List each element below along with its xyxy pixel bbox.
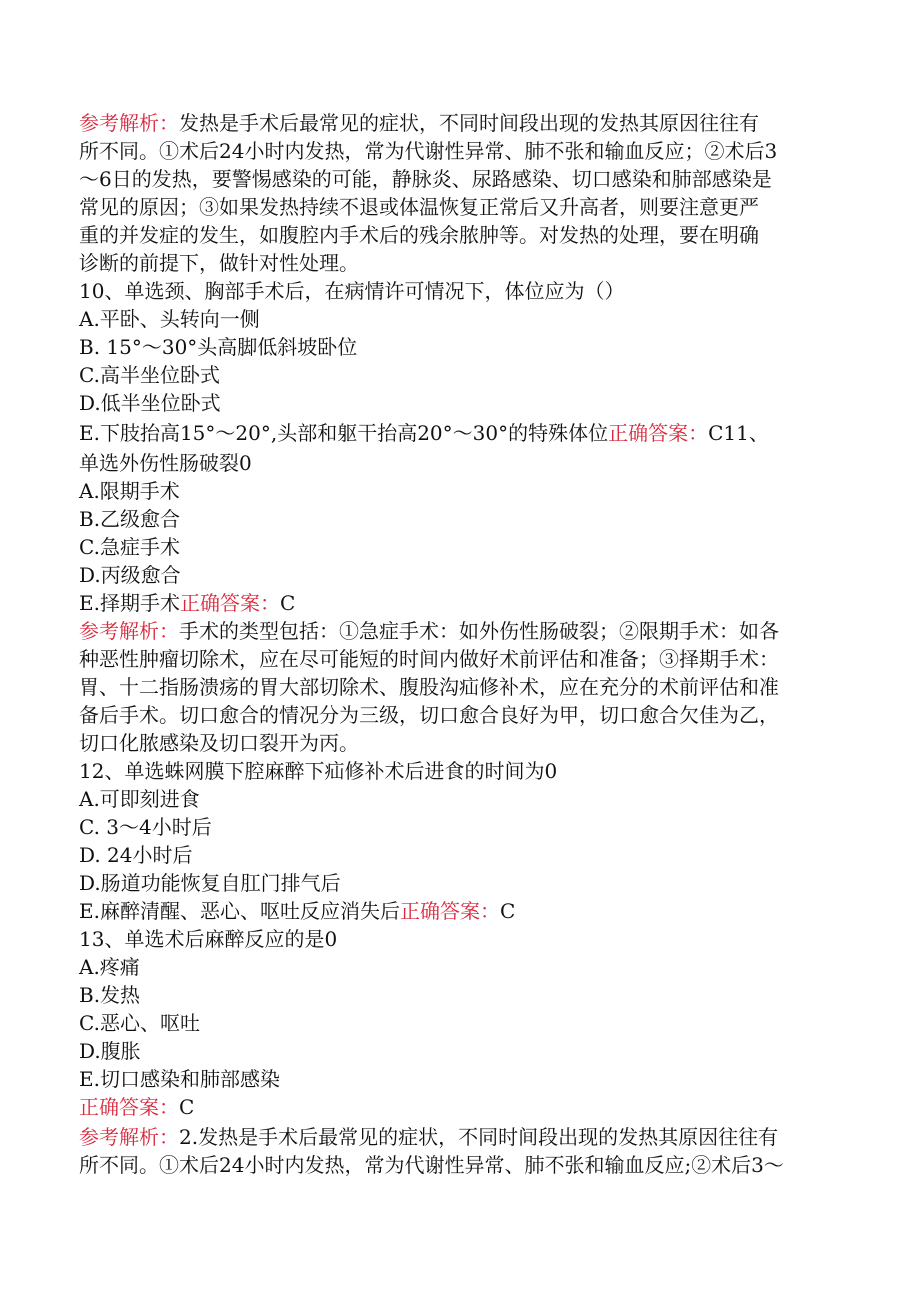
option-text: C. 3～4小时后: [79, 815, 212, 839]
question-10-stem: [79, 277, 624, 305]
explanation-label: 参考解析：: [79, 1125, 179, 1149]
explanation-line: [79, 193, 759, 221]
explanation-line: [79, 729, 359, 757]
question-text: 13、单选术后麻醉反应的是0: [79, 927, 338, 951]
option-e-with-answer: [79, 419, 769, 447]
option-e-with-answer: [79, 897, 515, 925]
explanation-text: 重的并发症的发生，如腹腔内手术后的残余脓肿等。对发热的处理，要在明确: [79, 223, 759, 247]
explanation-text: 所不同。①术后24小时内发热，常为代谢性异常、肺不张和输血反应；②术后3: [79, 139, 778, 163]
question-12-stem: [79, 757, 557, 785]
explanation-label: 参考解析：: [79, 111, 179, 135]
explanation-line: [79, 249, 359, 277]
option-text: D. 24小时后: [79, 843, 193, 867]
answer-value: C11、: [708, 421, 769, 445]
question-11-stem: [79, 449, 252, 477]
question-text: 12、单选蛛网膜下腔麻醉下疝修补术后进食的时间为0: [79, 759, 558, 783]
option-a: [79, 477, 180, 505]
option-c: [79, 361, 220, 389]
answer-value: C: [279, 591, 296, 615]
explanation-text: ～6日的发热，要警惕感染的可能，静脉炎、尿路感染、切口感染和肺部感染是: [79, 167, 772, 191]
answer-label: 正确答案：: [608, 421, 709, 445]
option-text: B. 15°～30°头高脚低斜坡卧位: [79, 335, 358, 359]
answer-label: 正确答案：: [179, 591, 280, 615]
option-a: [79, 305, 260, 333]
explanation-text: 种恶性肿瘤切除术，应在尽可能短的时间内做好术前评估和准备；③择期手术：: [79, 647, 779, 671]
option-text: D.腹胀: [79, 1039, 141, 1063]
option-a: [79, 785, 200, 813]
explanation-line: [79, 221, 759, 249]
option-text: C.急症手术: [79, 535, 180, 559]
answer-value: C: [179, 1095, 195, 1119]
answer-label: 正确答案：: [79, 1095, 179, 1119]
option-e: [79, 1065, 280, 1093]
question-text: 10、单选颈、胸部手术后，在病情许可情况下，体位应为（）: [79, 279, 625, 303]
explanation-text: 2.发热是手术后最常见的症状，不同时间段出现的发热其原因往往有: [179, 1125, 779, 1149]
explanation-text: 发热是手术后最常见的症状，不同时间段出现的发热其原因往往有: [179, 111, 759, 135]
option-text: E.择期手术: [79, 591, 180, 615]
option-text: E.麻醉清醒、恶心、呕吐反应消失后: [79, 899, 400, 923]
option-text: A.限期手术: [79, 479, 180, 503]
option-text: B.乙级愈合: [79, 507, 181, 531]
explanation-text: 所不同。①术后24小时内发热，常为代谢性异常、肺不张和输血反应;②术后3～: [79, 1153, 784, 1177]
option-text: E.切口感染和肺部感染: [79, 1067, 280, 1091]
explanation-text: 切口化脓感染及切口裂开为丙。: [79, 731, 359, 755]
option-text: E.下肢抬高15°～20°,头部和躯干抬高20°～30°的特殊体位: [79, 421, 609, 445]
option-text: D.丙级愈合: [79, 563, 181, 587]
option-c: [79, 533, 180, 561]
option-b: [79, 505, 180, 533]
explanation-line: [79, 109, 759, 137]
option-d: [79, 1037, 141, 1065]
explanation-line: [79, 617, 779, 645]
answer-line: [79, 1093, 194, 1121]
explanation-line: [79, 673, 779, 701]
option-b: [79, 333, 357, 361]
answer-value: C: [499, 899, 516, 923]
option-c: [79, 813, 212, 841]
option-d: [79, 841, 193, 869]
question-text: 单选外伤性肠破裂0: [79, 451, 252, 475]
explanation-text: 手术的类型包括：①急症手术：如外伤性肠破裂；②限期手术：如各: [179, 619, 779, 643]
option-c: [79, 1009, 200, 1037]
explanation-label: 参考解析：: [79, 619, 179, 643]
explanation-line: [79, 165, 772, 193]
option-text: A.疼痛: [79, 955, 140, 979]
explanation-line: [79, 701, 779, 729]
option-e-with-answer: [79, 589, 295, 617]
explanation-line: [79, 137, 777, 165]
option-text: B.发热: [79, 983, 141, 1007]
option-a: [79, 953, 140, 981]
option-d: [79, 561, 181, 589]
explanation-line: [79, 1151, 784, 1179]
explanation-line: [79, 1123, 778, 1151]
explanation-text: 常见的原因；③如果发热持续不退或体温恢复正常后又升高者，则要注意更严: [79, 195, 759, 219]
option-text: A.可即刻进食: [79, 787, 200, 811]
explanation-text: 备后手术。切口愈合的情况分为三级，切口愈合良好为甲，切口愈合欠佳为乙，: [79, 703, 779, 727]
option-text: D.肠道功能恢复自肛门排气后: [79, 871, 341, 895]
option-text: A.平卧、头转向一侧: [79, 307, 260, 331]
option-text: D.低半坐位卧式: [79, 391, 221, 415]
explanation-line: [79, 645, 779, 673]
option-text: C.恶心、呕吐: [79, 1011, 200, 1035]
explanation-text: 胃、十二指肠溃疡的胃大部切除术、腹股沟疝修补术，应在充分的术前评估和准: [79, 675, 779, 699]
answer-label: 正确答案：: [399, 899, 500, 923]
option-b: [79, 981, 140, 1009]
option-d: [79, 389, 221, 417]
option-d: [79, 869, 341, 897]
explanation-text: 诊断的前提下，做针对性处理。: [79, 251, 359, 275]
option-text: C.高半坐位卧式: [79, 363, 220, 387]
question-13-stem: [79, 925, 337, 953]
